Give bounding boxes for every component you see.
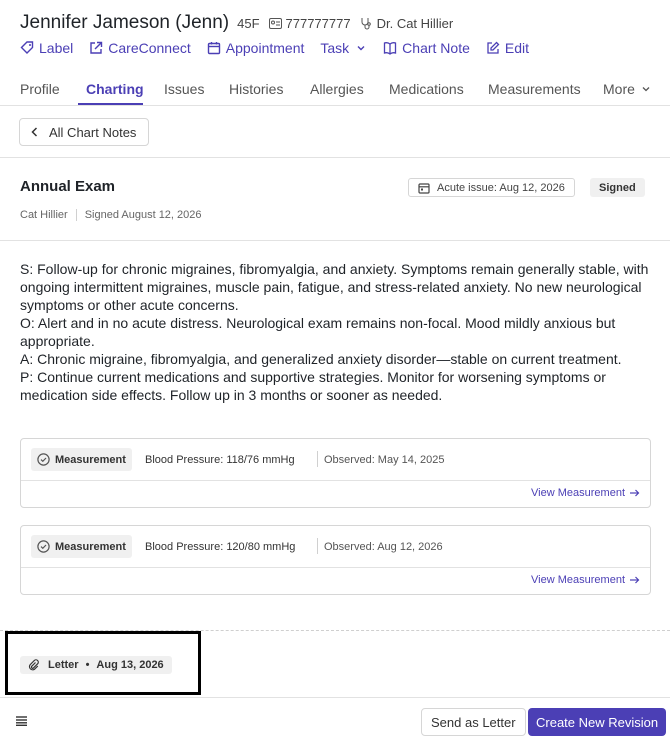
all-chart-notes-label: All Chart Notes — [49, 124, 137, 140]
view-measurement-label: View Measurement — [531, 487, 625, 499]
divider — [317, 538, 318, 554]
patient-meta — [237, 16, 453, 31]
active-tab-indicator — [78, 103, 143, 105]
patient-actions — [20, 40, 545, 56]
calendar-icon — [207, 41, 221, 55]
tab-histories[interactable]: Histories — [229, 81, 284, 97]
soap-subjective: S: Follow-up for chronic migraines, fibromyalgia, and anxiety. Symptoms remain generally stable, with ongoing intermittent migraines, muscle pain, fatigue, and stress-related anxiety. No new neurological symptoms or other acute concerns. — [20, 261, 649, 313]
task-action-text: Task — [320, 40, 350, 56]
check-circle-icon — [37, 540, 50, 553]
measurement-observed: Observed: Aug 12, 2026 — [324, 541, 443, 553]
tag-icon — [20, 41, 34, 55]
chevron-left-icon — [30, 126, 40, 138]
view-measurement-label: View Measurement — [531, 574, 625, 586]
send-as-letter-button[interactable]: Send as Letter — [421, 708, 526, 736]
appointment-action[interactable] — [207, 40, 305, 56]
soap-note-body — [20, 260, 650, 404]
note-signed-date: Signed August 12, 2026 — [84, 209, 202, 221]
label-action-text: Label — [39, 40, 74, 56]
arrow-right-icon — [629, 488, 640, 498]
divider — [76, 209, 77, 221]
measurement-card-header — [21, 526, 650, 568]
tab-measurements[interactable]: Measurements — [488, 81, 581, 97]
patient-provider: Dr. Cat Hillier — [376, 15, 454, 31]
tab-more[interactable] — [603, 81, 652, 97]
view-measurement-link[interactable] — [531, 574, 640, 586]
external-link-icon — [89, 41, 103, 55]
acute-issue-text: Acute issue: Aug 12, 2026 — [437, 181, 565, 194]
edit-action-text: Edit — [504, 40, 529, 56]
patient-id: 777777777 — [285, 15, 351, 31]
tab-issues[interactable]: Issues — [164, 81, 205, 97]
chart-note-action-text: Chart Note — [402, 40, 470, 56]
measurement-type: Measurement — [55, 540, 126, 553]
careconnect-action[interactable] — [89, 40, 191, 56]
note-title: Annual Exam — [20, 178, 116, 195]
list-icon[interactable] — [16, 716, 27, 726]
chevron-down-icon — [640, 83, 652, 95]
view-measurement-link[interactable] — [531, 487, 640, 499]
create-new-revision-button[interactable]: Create New Revision — [528, 708, 666, 736]
stethoscope-icon — [360, 17, 373, 30]
all-chart-notes-button[interactable] — [19, 118, 149, 146]
measurement-card — [20, 438, 651, 508]
edit-action[interactable] — [486, 40, 529, 56]
measurement-card-header — [21, 439, 650, 481]
label-action[interactable] — [20, 40, 73, 56]
note-author: Cat Hillier — [20, 209, 68, 221]
tab-charting[interactable]: Charting — [86, 81, 144, 97]
measurement-observed: Observed: May 14, 2025 — [324, 454, 445, 466]
back-bar — [0, 106, 670, 158]
tab-profile[interactable]: Profile — [20, 81, 60, 97]
measurement-type: Measurement — [55, 453, 126, 466]
calendar-icon — [418, 182, 430, 194]
divider — [0, 240, 670, 241]
status-badge: Signed — [590, 178, 645, 197]
letter-type: Letter — [48, 659, 79, 671]
tab-medications[interactable]: Medications — [389, 81, 464, 97]
arrow-right-icon — [629, 575, 640, 585]
book-icon — [383, 41, 397, 55]
measurement-chip — [31, 448, 132, 471]
tab-bar — [0, 70, 670, 106]
letter-chip[interactable] — [20, 656, 172, 674]
letter-separator-dot: • — [85, 659, 90, 671]
task-action[interactable] — [320, 40, 367, 56]
note-subtitle — [20, 209, 202, 221]
id-card-icon — [269, 18, 282, 29]
check-circle-icon — [37, 453, 50, 466]
measurement-value: Blood Pressure: 118/76 mmHg — [145, 454, 295, 466]
divider — [317, 451, 318, 467]
patient-name: Jennifer Jameson (Jenn) — [20, 12, 230, 33]
patient-age-sex: 45F — [237, 15, 260, 31]
tab-more-label: More — [603, 81, 635, 97]
letter-date: Aug 13, 2026 — [96, 659, 164, 671]
soap-assessment: A: Chronic migraine, fibromyalgia, and generalized anxiety disorder—stable on current treatment. — [20, 351, 622, 367]
chart-note-action[interactable] — [383, 40, 470, 56]
edit-icon — [486, 41, 500, 55]
measurement-card — [20, 525, 651, 595]
footer-bar — [0, 697, 670, 743]
careconnect-action-text: CareConnect — [108, 40, 191, 56]
acute-issue-chip[interactable] — [408, 178, 575, 197]
paperclip-icon — [28, 659, 40, 671]
measurement-chip — [31, 535, 132, 558]
tab-allergies[interactable]: Allergies — [310, 81, 364, 97]
patient-header — [20, 12, 453, 34]
measurement-value: Blood Pressure: 120/80 mmHg — [145, 541, 296, 553]
soap-plan: P: Continue current medications and supportive strategies. Monitor for worsening symptoms or medication side effects. Follow up in 3 months or sooner as needed. — [20, 369, 606, 403]
appointment-action-text: Appointment — [225, 40, 305, 56]
chevron-down-icon — [355, 42, 367, 54]
soap-objective: O: Alert and in no acute distress. Neurological exam remains non-focal. Mood mildly anxious but appropriate. — [20, 315, 616, 349]
